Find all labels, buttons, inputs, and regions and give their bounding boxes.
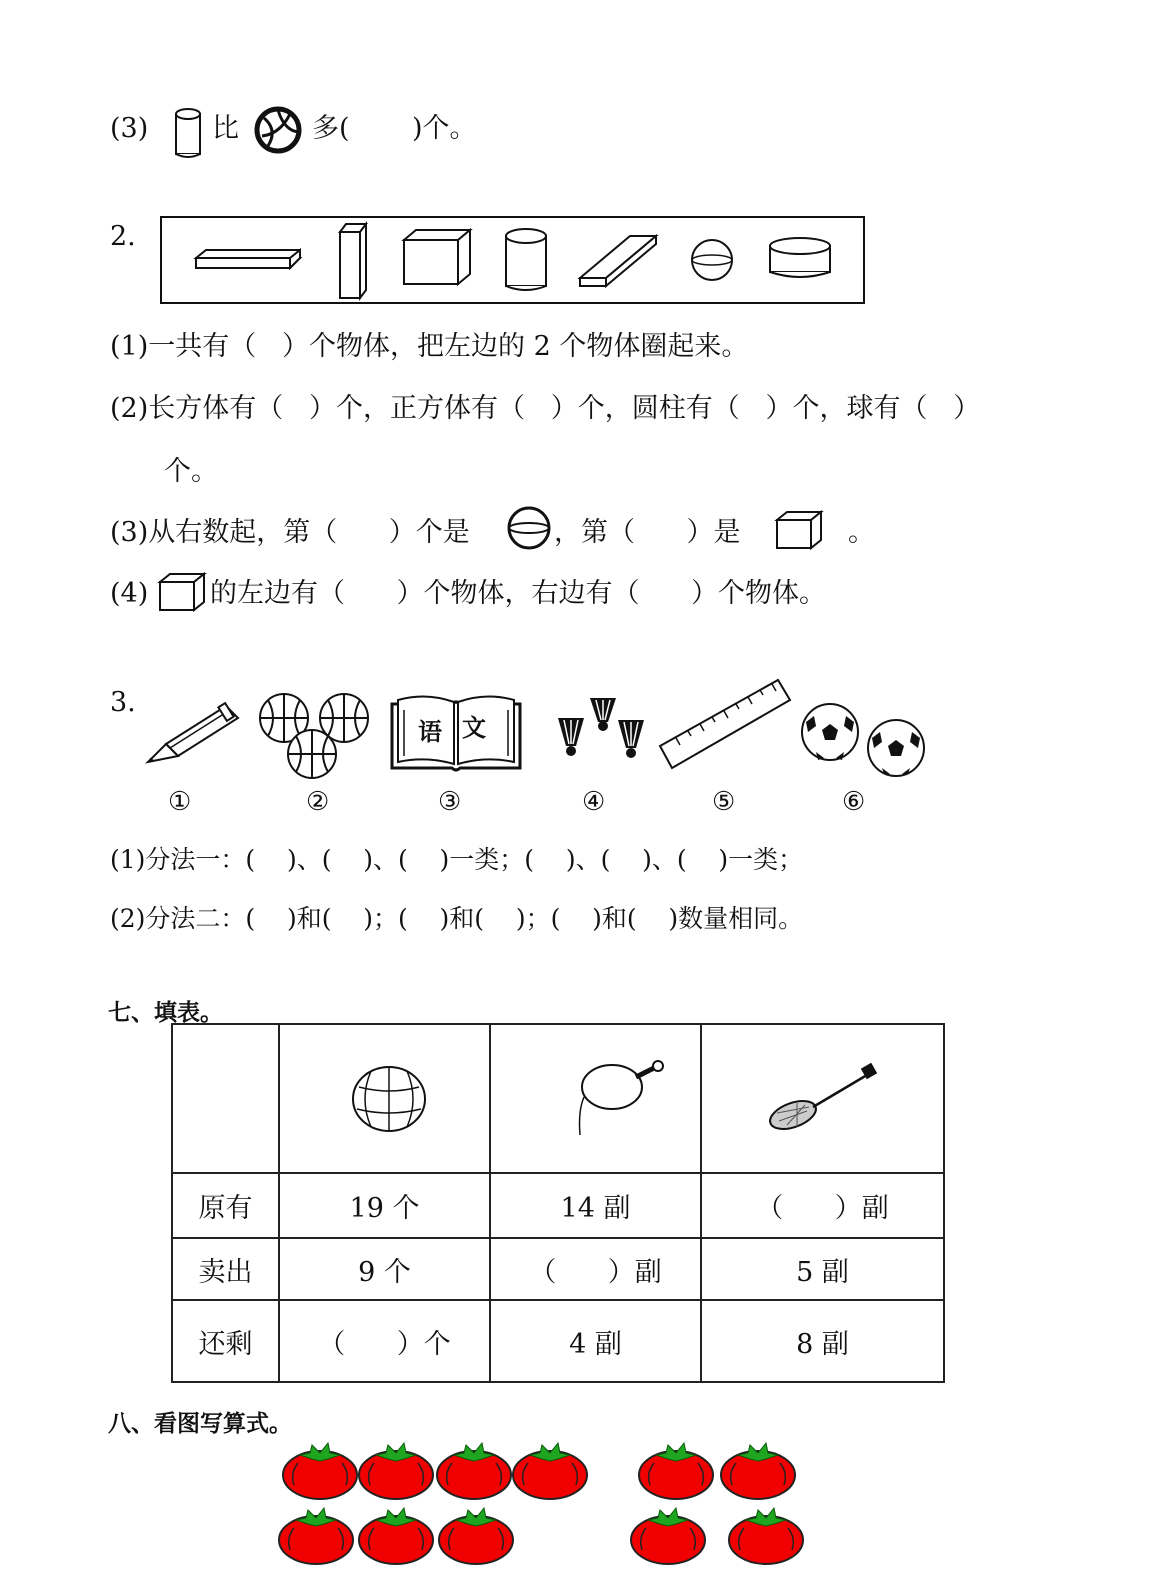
- tomato-icon: [639, 1443, 713, 1499]
- row-label: 还剩: [172, 1300, 279, 1382]
- ping-pong-paddle-icon: [574, 1061, 664, 1137]
- table-cell: （ ）个: [279, 1300, 490, 1382]
- q2-line-4a: (4): [110, 578, 149, 609]
- slanted-cuboid-icon: [580, 236, 656, 286]
- tomato-icon: [439, 1508, 513, 1564]
- tomato-icon: [721, 1443, 795, 1499]
- label-3: ③: [438, 787, 462, 817]
- label-4: ④: [582, 787, 606, 817]
- q2-line-3c: 。: [848, 517, 875, 548]
- q2-line-2-cont: 个。: [164, 456, 218, 487]
- section-7-title: 七、填表。: [108, 999, 223, 1026]
- table-cell: （ ）副: [490, 1238, 701, 1300]
- table-cell: （ ）副: [701, 1173, 944, 1238]
- ruler-icon: [658, 676, 794, 772]
- tomato-icon: [729, 1508, 803, 1564]
- flat-cuboid-icon: [196, 250, 300, 268]
- q2-line-1: (1)一共有（ ）个物体，把左边的 2 个物体圈起来。: [110, 331, 749, 362]
- header-badminton: [701, 1024, 944, 1173]
- table-cell: 8 副: [701, 1300, 944, 1382]
- volleyball-icon: [254, 106, 302, 154]
- tomato-icon: [359, 1443, 433, 1499]
- q3-line-1: (1)分法一：( )、( )、( )一类；( )、( )、( )一类；: [110, 845, 804, 874]
- section-8-title: 八、看图写算式。: [108, 1410, 292, 1437]
- header-pingpong: [490, 1024, 701, 1173]
- book-char-1: 语: [418, 717, 442, 746]
- label-1: ①: [168, 787, 192, 817]
- row-label: 卖出: [172, 1238, 279, 1300]
- tomato-icon: [283, 1443, 357, 1499]
- row-label: 原有: [172, 1173, 279, 1238]
- table-cell: 4 副: [490, 1300, 701, 1382]
- cube-icon: [404, 230, 470, 284]
- label-6: ⑥: [842, 787, 866, 817]
- soccer-balls-icon: [796, 706, 930, 776]
- q2-line-2: (2)长方体有（ ）个，正方体有（ ）个，圆柱有（ ）个，球有（ ）: [110, 393, 981, 424]
- q2-line-4b: 的左边有（ ）个物体，右边有（ ）个物体。: [210, 578, 826, 609]
- table-cell: 5 副: [701, 1238, 944, 1300]
- book-icon: [390, 694, 522, 772]
- table-cell: 9 个: [279, 1238, 490, 1300]
- tomato-icon: [359, 1508, 433, 1564]
- sphere-icon: [506, 506, 552, 550]
- q1-3-bi: 比: [212, 113, 239, 144]
- tomato-icon: [279, 1508, 353, 1564]
- q1-3-number: (3): [110, 113, 149, 144]
- sphere-icon: [692, 240, 732, 280]
- tomato-icon: [437, 1443, 511, 1499]
- basketballs-icon: [254, 696, 374, 780]
- q2-number: 2.: [110, 221, 136, 252]
- q2-line-3a: (3)从右数起，第（ ）个是: [110, 517, 470, 548]
- cube-icon: [158, 572, 206, 612]
- tomatoes-picture: [270, 1440, 810, 1577]
- q1-3-duo: 多(: [312, 113, 350, 144]
- badminton-racket-icon: [767, 1063, 879, 1131]
- fill-table: [171, 1023, 945, 1383]
- table-cell: 19 个: [279, 1173, 490, 1238]
- shuttlecocks-icon: [556, 696, 652, 766]
- label-2: ②: [306, 787, 330, 817]
- cube-icon: [775, 510, 823, 550]
- book-char-2: 文: [462, 713, 486, 742]
- tomato-icon: [513, 1443, 587, 1499]
- cylinder-icon: [174, 108, 204, 160]
- q2-shapes-box: [160, 216, 866, 306]
- q1-3-tail: )个。: [412, 113, 477, 144]
- pencil-icon: [146, 700, 242, 764]
- table-cell: 14 副: [490, 1173, 701, 1238]
- q3-number: 3.: [110, 687, 136, 718]
- tomato-icon: [631, 1508, 705, 1564]
- ball-icon: [351, 1065, 427, 1133]
- table-corner: [172, 1024, 279, 1173]
- label-5: ⑤: [712, 787, 736, 817]
- q2-line-3b: ，第（ ）是: [554, 517, 741, 548]
- tall-cuboid-icon: [340, 224, 366, 298]
- short-cylinder-icon: [770, 238, 830, 277]
- q3-line-2: (2)分法二：( )和( )；( )和( )；( )和( )数量相同。: [110, 904, 804, 933]
- header-ball: [279, 1024, 490, 1173]
- cylinder-icon: [506, 229, 546, 290]
